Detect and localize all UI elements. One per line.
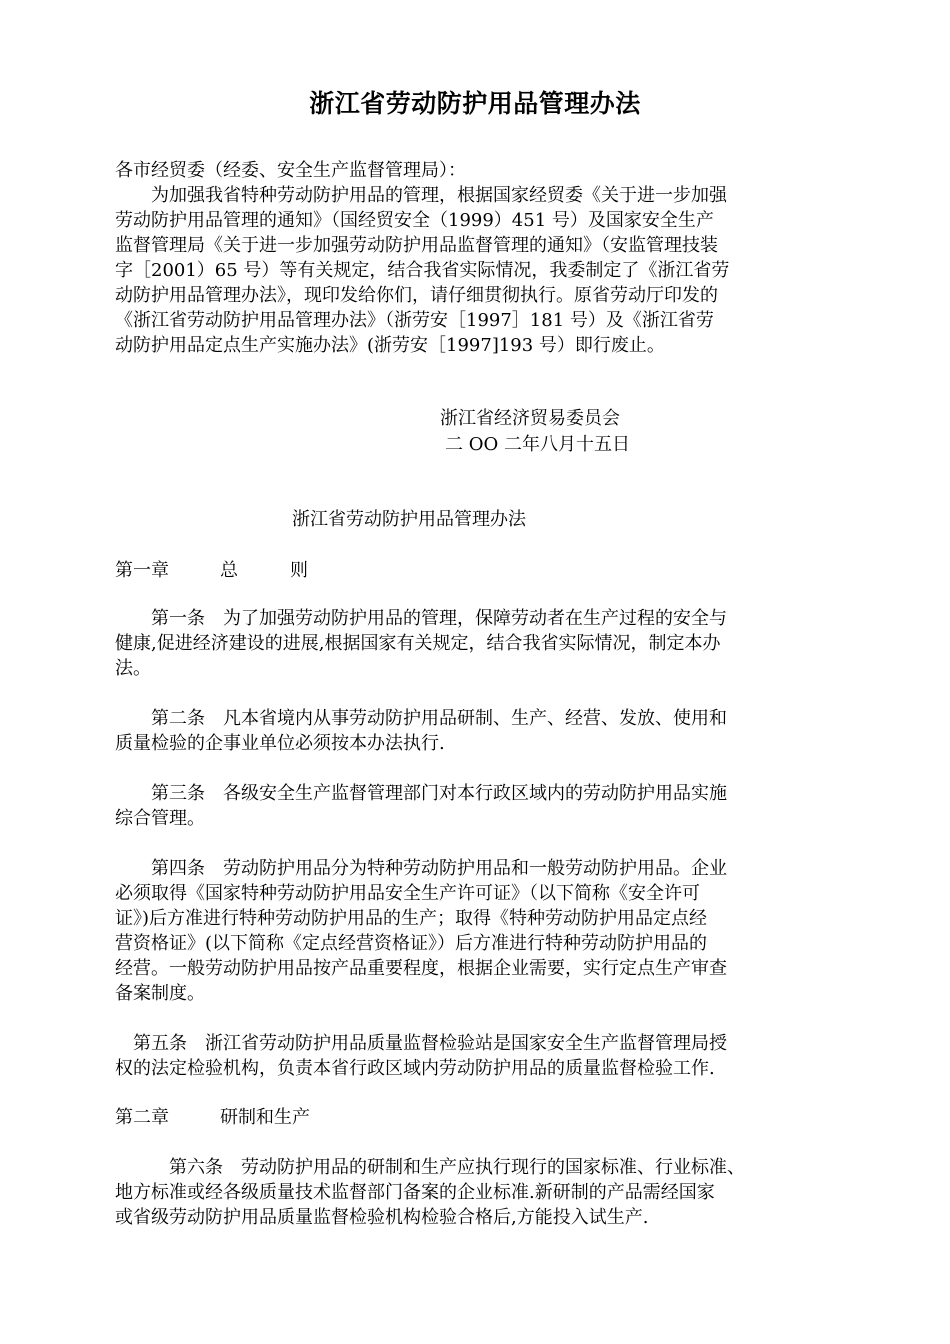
article-line: 法。 [115,658,151,679]
chapter-1-title-first: 总 [220,560,238,581]
article-6 [115,1155,821,1230]
document-title: 浙江省劳动防护用品管理办法 [309,89,641,118]
intro-paragraph [115,183,821,358]
article-line: 第一条 为了加强劳动防护用品的管理，保障劳动者在生产过程的安全与 [115,608,727,629]
chapter-2-title: 研制和生产 [220,1107,310,1128]
article-3 [115,781,821,831]
intro-line: 为加强我省特种劳动防护用品的管理，根据国家经贸委《关于进一步加强 [115,185,727,206]
intro-line: 动防护用品定点生产实施办法》(浙劳安［1997]193 号）即行废止。 [115,335,665,356]
intro-line: 动防护用品管理办法》，现印发给你们，请仔细贯彻执行。原省劳动厅印发的 [115,285,718,306]
article-line: 健康,促进经济建设的进展,根据国家有关规定，结合我省实际情况，制定本办 [115,633,721,654]
signature-date: 二 OO 二年八月十五日 [445,434,630,455]
article-line: 地方标准或经各级质量技术监督部门备案的企业标准.新研制的产品需经国家 [115,1182,715,1203]
signature-organization: 浙江省经济贸易委员会 [440,408,620,429]
article-line: 证》)后方准进行特种劳动防护用品的生产；取得《特种劳动防护用品定点经 [115,908,708,929]
regulation-subtitle: 浙江省劳动防护用品管理办法 [292,509,526,530]
article-line: 综合管理。 [115,808,205,829]
chapter-2-label: 第二章 [115,1107,169,1128]
chapter-1-title-second: 则 [290,560,308,581]
chapter-1-label: 第一章 [115,560,169,581]
article-1 [115,606,821,681]
article-line: 第五条 浙江省劳动防护用品质量监督检验站是国家安全生产监督管理局授 [115,1033,727,1054]
intro-line: 字［2001）65 号）等有关规定，结合我省实际情况，我委制定了《浙江省劳 [115,260,730,281]
article-5 [115,1031,821,1081]
salutation: 各市经贸委（经委、安全生产监督管理局）： [115,160,466,181]
chapter-2-heading [115,1105,821,1130]
article-line: 必须取得《国家特种劳动防护用品安全生产许可证》（以下简称《安全许可 [115,883,700,904]
article-line: 第二条 凡本省境内从事劳动防护用品研制、生产、经营、发放、使用和 [115,708,727,729]
intro-line: 劳动防护用品管理的通知》（国经贸安全（1999）451 号）及国家安全生产 [115,210,714,231]
article-line: 备案制度。 [115,983,205,1004]
article-2 [115,706,821,756]
article-line: 经营。一般劳动防护用品按产品重要程度，根据企业需要，实行定点生产审查 [115,958,727,979]
article-line: 质量检验的企事业单位必须按本办法执行. [115,733,445,754]
article-line: 权的法定检验机构，负责本省行政区域内劳动防护用品的质量监督检验工作. [115,1058,715,1079]
intro-line: 《浙江省劳动防护用品管理办法》（浙劳安［1997］181 号）及《浙江省劳 [115,310,714,331]
article-line: 或省级劳动防护用品质量监督检验机构检验合格后,方能投入试生产. [115,1207,649,1228]
article-line: 第三条 各级安全生产监督管理部门对本行政区域内的劳动防护用品实施 [115,783,727,804]
article-line: 第四条 劳动防护用品分为特种劳动防护用品和一般劳动防护用品。企业 [115,858,727,879]
article-line: 第六条 劳动防护用品的研制和生产应执行现行的国家标准、行业标准、 [115,1157,745,1178]
article-4 [115,856,821,1006]
intro-line: 监督管理局《关于进一步加强劳动防护用品监督管理的通知》（安监管理技装 [115,235,718,256]
chapter-1-heading [115,558,821,583]
article-line: 营资格证》(以下简称《定点经营资格证》）后方准进行特种劳动防护用品的 [115,933,708,954]
